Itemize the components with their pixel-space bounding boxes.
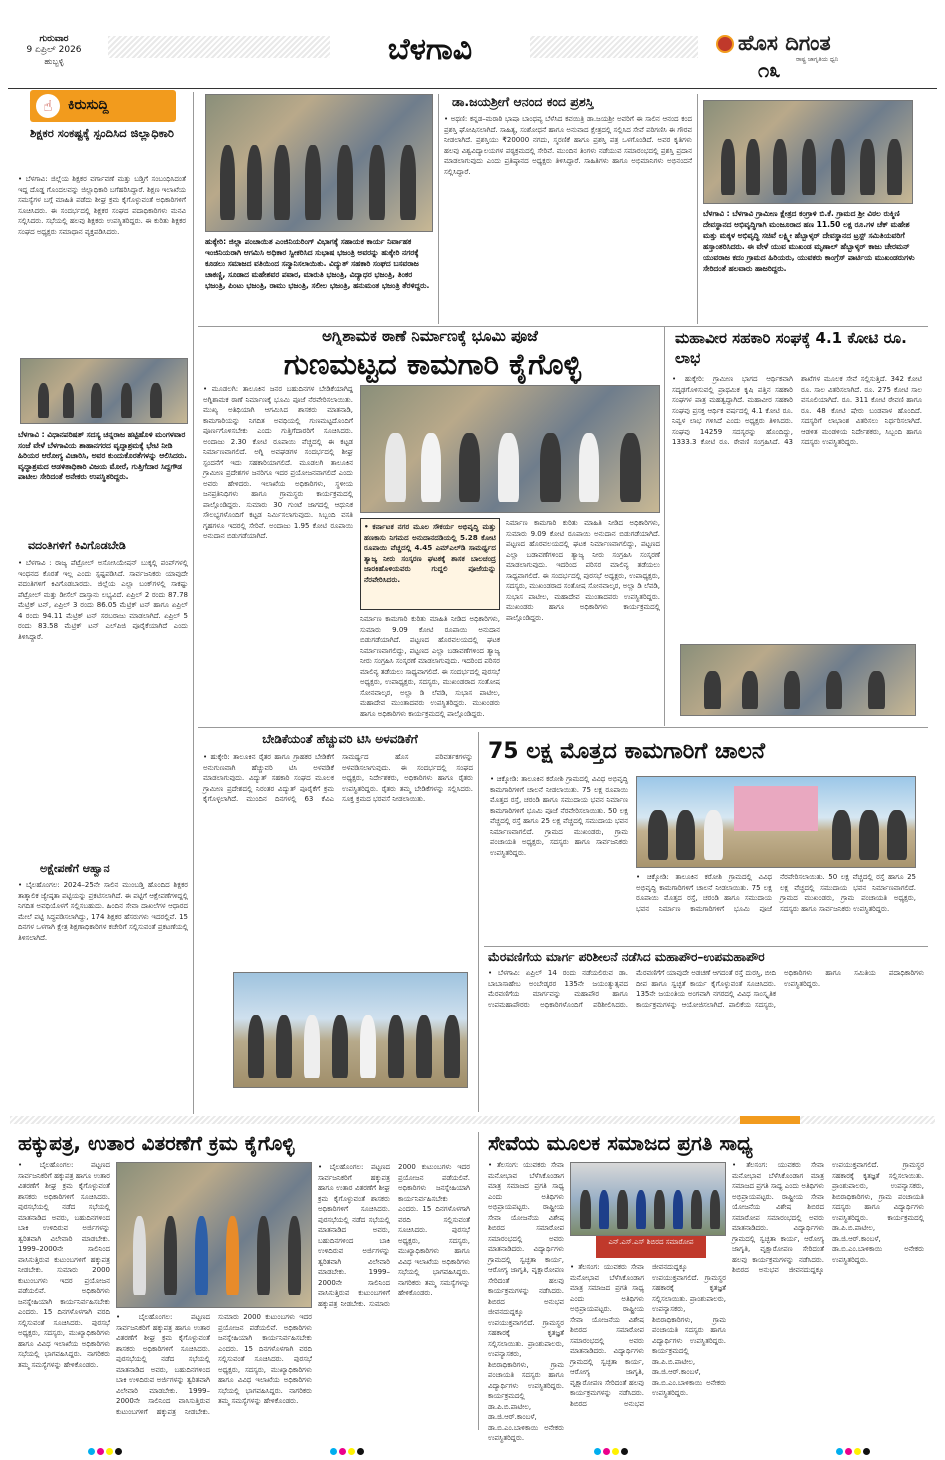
col1-text-2: • ಬೆಳಗಾವಿ : ರಾಜ್ಯ ಪೆಟ್ರೋಲ್ ಅಸೋಸಿಯೇಷನ್ ಬುಕ್ಕಲ್ಲಿ ಪಂಪ್‌ಗಳಲ್ಲಿ ಇಂಧನದ ಕೊರತೆ ಇಲ್ಲ ಎಂದು ಸ್ಪಷ್ಟಪಡಿಸಿದೆ. ಸಾರ್ವಜನಿಕರು ಯಾವುದೇ ವದಂತಿಗಳಿಗೆ ಕಿವಿಗೊಡಬಾರದು. ಜಿಲ್ಲೆಯ ಎಲ್ಲಾ ಬಂಕ್‌ಗಳಲ್ಲಿ ಸಾಕಷ್ಟು ಪೆಟ್ರೋಲ್ ಮತ್ತು ಡೀಸೆಲ್ ದಾಸ್ತಾನು ಲಭ್ಯವಿದೆ. ಏಪ್ರಿಲ್ 2 ರಂದು 87.78 ಮೆಟ್ರಿಕ್ ಟನ್, ಏಪ್ರಿಲ್ 3 ರಂದು 86.05 ಮೆಟ್ರಿಕ್ ಟನ್ ಹಾಗೂ ಏಪ್ರಿಲ್ 4 ರಂದು 94.11 ಮೆಟ್ರಿಕ್ ಟನ್ ಸರಬರಾಜು ಮಾಡಲಾಗಿದೆ. ಏಪ್ರಿಲ್ 5 ರಂದು 83.58 ಮೆಟ್ರಿಕ್ ಟನ್ ಎಲ್‌ಪಿಜಿ ಪೂರೈಕೆಯಾಗಿದೆ ಎಂದು ತಿಳಿಸಿದ್ದಾರೆ. xyxy=(18,559,188,641)
bot1-headline: ಹಕ್ಕುಪತ್ರ, ಉತಾರ ವಿತರಣೆಗೆ ಕ್ರಮ ಕೈಗೊಳ್ಳಿ xyxy=(18,1131,295,1155)
top-story-headline: ಡಾ.ಜಯಶ್ರೀಗೆ ಆನಂದ ಕಂದ ಪ್ರಶಸ್ತಿ xyxy=(452,94,594,109)
bottom-divider xyxy=(478,1132,479,1430)
temple-shape xyxy=(734,786,817,831)
bot1-photo xyxy=(116,1162,312,1308)
lead-text-3: ನಿರ್ಮಾಣ ಕಾಮಗಾರಿ ಕುರಿತು ಮಾಹಿತಿ ನೀಡಿದ ಅಧಿಕಾರಿಗಳು, ಸುಮಾರು 9.09 ಕೋಟಿ ರೂಪಾಯಿ ಅನುದಾನ ಬಿಡುಗಡೆಯಾಗಿದೆ. ಪಟ್ಟಣದ ಹೊರವಲಯದಲ್ಲಿ ಘಟಕ ನಿರ್ಮಾಣವಾಗಲಿದ್ದು, ಪಟ್ಟಣದ ಎಲ್ಲಾ ಬಡಾವಣೆಗಳಿಂದ ತ್ಯಾಜ್ಯ ನೀರು ಸಂಗ್ರಹಿಸಿ ಸಂಸ್ಕರಣೆ ಮಾಡಲಾಗುವುದು. ಇದರಿಂದ ಪರಿಸರ ಮಾಲಿನ್ಯ ತಡೆಯಲು ಸಾಧ್ಯವಾಗಲಿದೆ. ಈ ಸಂದರ್ಭದಲ್ಲಿ ಪುರಸಭೆ ಅಧ್ಯಕ್ಷರು, ಉಪಾಧ್ಯಕ್ಷರು, ಸದಸ್ಯರು, ಮುಖಂಡರಾದ ಸಂತೋಷ ಸೋನವಾಲ್ಕರ, ಅಲ್ಲಾ ಡಿ ಲೆವಡಿ, ಸುಭಾಸ ಪಾಟೀಲ, ಮಹಾದೇವ ಮುಂತಾದವರು ಉಪಸ್ಥಿತರಿದ್ದರು. ಮುಖಂಡರು ಹಾಗೂ ಅಧಿಕಾರಿಗಳು ಕಾರ್ಯಕ್ರಮದಲ್ಲಿ ಪಾಲ್ಗೊಂಡಿದ್ದರು. xyxy=(506,519,660,622)
mid-divider xyxy=(478,732,479,1112)
top-divider-2 xyxy=(697,94,698,324)
top-story-text: • ಅಥಣಿ: ಕನ್ನಡ–ಮರಾಠಿ ಭಾಷಾ ಬಾಂಧವ್ಯ ಬೆಳೆಸಿದ ಕವಯಿತ್ರಿ ಡಾ.ಜಯಶ್ರೀ ಅವರಿಗೆ ಈ ಸಾಲಿನ ಆನಂದ ಕಂದ ಪ್ರಶಸ್ತಿ ಘೋಷಿಸಲಾಗಿದೆ. ಸಾಹಿತ್ಯ, ಸಂಶೋಧನೆ ಹಾಗೂ ಅನುವಾದ ಕ್ಷೇತ್ರದಲ್ಲಿ ಸಲ್ಲಿಸಿದ ಸೇವೆ ಪರಿಗಣಿಸಿ ಈ ಗೌರವ ನೀಡಲಾಗಿದೆ. ಪ್ರಶಸ್ತಿಯು ₹20000 ನಗದು, ಸ್ಮರಣಿಕೆ ಹಾಗೂ ಪ್ರಶಸ್ತಿ ಪತ್ರ ಒಳಗೊಂಡಿದೆ. ಅವರ ಕೃತಿಗಳು ಹಲವು ವಿಶ್ವವಿದ್ಯಾಲಯಗಳ ಪಠ್ಯಕ್ರಮದಲ್ಲಿ ಸೇರಿವೆ. ಮುಂದಿನ ತಿಂಗಳು ನಡೆಯುವ ಸಮಾರಂಭದಲ್ಲಿ ಪ್ರಶಸ್ತಿ ಪ್ರದಾನ ಮಾಡಲಾಗುವುದು ಎಂದು ಪ್ರತಿಷ್ಠಾನದ ಅಧ್ಯಕ್ಷರು ತಿಳಿಸಿದ್ದಾರೆ. ಸಾಹಿತಿಗಳು ಹಾಗೂ ಅಭಿಮಾನಿಗಳು ಅಭಿನಂದನೆ ಸಲ್ಲಿಸಿದ್ದಾರೆ. xyxy=(444,115,692,176)
city-label: ಹುಬ್ಬಳ್ಳಿ xyxy=(44,57,64,66)
right1-photo xyxy=(680,644,916,716)
top-photo-1 xyxy=(205,94,433,232)
masthead xyxy=(0,0,945,82)
mid2-rule xyxy=(484,946,928,947)
registration-dots-right xyxy=(594,1440,630,1459)
top-divider-1 xyxy=(438,94,439,324)
mid1-photo xyxy=(233,972,468,1088)
lead-photo xyxy=(360,385,660,513)
col1-divider xyxy=(193,92,194,1114)
bot1-text-3: • ಬೈಲಹೊಂಗಲ: ಪಟ್ಟಣದ ಸಾರ್ವಜನಿಕರಿಗೆ ಹಕ್ಕುಪತ್ರ ಹಾಗೂ ಉತಾರ ವಿತರಣೆಗೆ ಶೀಘ್ರ ಕ್ರಮ ಕೈಗೊಳ್ಳುವಂತೆ ಶಾಸಕರು ಅಧಿಕಾರಿಗಳಿಗೆ ಸೂಚಿಸಿದರು. ಪುರಸಭೆಯಲ್ಲಿ ನಡೆದ ಸಭೆಯಲ್ಲಿ ಮಾತನಾಡಿದ ಅವರು, ಬಹುದಿನಗಳಿಂದ ಬಾಕಿ ಉಳಿದಿರುವ ಅರ್ಜಿಗಳನ್ನು ತ್ವರಿತವಾಗಿ ವಿಲೇವಾರಿ ಮಾಡಬೇಕು. 1999–2000ನೇ ಸಾಲಿನಿಂದ ವಾಸಿಸುತ್ತಿರುವ ಕುಟುಂಬಗಳಿಗೆ ಹಕ್ಕುಪತ್ರ ನೀಡಬೇಕು. ಸುಮಾರು 2000 ಕುಟುಂಬಗಳು ಇದರ ಪ್ರಯೋಜನ ಪಡೆಯಲಿವೆ. ಅಧಿಕಾರಿಗಳು ಜನಸ್ನೇಹಿಯಾಗಿ ಕಾರ್ಯನಿರ್ವಹಿಸಬೇಕು ಎಂದರು. 15 ದಿನಗಳೊಳಗಾಗಿ ವರದಿ ಸಲ್ಲಿಸುವಂತೆ ಸೂಚಿಸಿದರು. ಪುರಸಭೆ ಅಧ್ಯಕ್ಷರು, ಸದಸ್ಯರು, ಮುಖ್ಯಾಧಿಕಾರಿಗಳು ಹಾಗೂ ವಿವಿಧ ಇಲಾಖೆಯ ಅಧಿಕಾರಿಗಳು ಸಭೆಯಲ್ಲಿ ಭಾಗವಹಿಸಿದ್ದರು. ನಾಗರಿಕರು ತಮ್ಮ ಸಮಸ್ಯೆಗಳನ್ನು ಹೇಳಿಕೊಂಡರು. xyxy=(318,1163,470,1308)
right1-headline: ಮಹಾವೀರ ಸಹಕಾರಿ ಸಂಘಕ್ಕೆ 4.1 ಕೋಟಿ ರೂ. ಲಾಭ xyxy=(675,329,907,367)
briefs-label: ಕಿರುಸುದ್ದಿ xyxy=(68,97,109,113)
mid3-headline: ಮೆರವಣಿಗೆಯ ಮಾರ್ಗ ಪರಿಶೀಲನೆ ನಡೆಸಿದ ಮಹಾಪೌರ–ಉಪಮಹಾಪೌರ xyxy=(488,950,765,964)
lead-kicker: ಅಗ್ನಿಶಾಮಕ ಠಾಣೆ ನಿರ್ಮಾಣಕ್ಕೆ ಭೂಮಿ ಪೂಜೆ xyxy=(322,327,538,345)
bot1-text-1: • ಬೈಲಹೊಂಗಲ: ಪಟ್ಟಣದ ಸಾರ್ವಜನಿಕರಿಗೆ ಹಕ್ಕುಪತ್ರ ಹಾಗೂ ಉತಾರ ವಿತರಣೆಗೆ ಶೀಘ್ರ ಕ್ರಮ ಕೈಗೊಳ್ಳುವಂತೆ ಶಾಸಕರು ಅಧಿಕಾರಿಗಳಿಗೆ ಸೂಚಿಸಿದರು. ಪುರಸಭೆಯಲ್ಲಿ ನಡೆದ ಸಭೆಯಲ್ಲಿ ಮಾತನಾಡಿದ ಅವರು, ಬಹುದಿನಗಳಿಂದ ಬಾಕಿ ಉಳಿದಿರುವ ಅರ್ಜಿಗಳನ್ನು ತ್ವರಿತವಾಗಿ ವಿಲೇವಾರಿ ಮಾಡಬೇಕು. 1999–2000ನೇ ಸಾಲಿನಿಂದ ವಾಸಿಸುತ್ತಿರುವ ಕುಟುಂಬಗಳಿಗೆ ಹಕ್ಕುಪತ್ರ ನೀಡಬೇಕು. ಸುಮಾರು 2000 ಕುಟುಂಬಗಳು ಇದರ ಪ್ರಯೋಜನ ಪಡೆಯಲಿವೆ. ಅಧಿಕಾರಿಗಳು ಜನಸ್ನೇಹಿಯಾಗಿ ಕಾರ್ಯನಿರ್ವಹಿಸಬೇಕು ಎಂದರು. 15 ದಿನಗಳೊಳಗಾಗಿ ವರದಿ ಸಲ್ಲಿಸುವಂತೆ ಸೂಚಿಸಿದರು. ಪುರಸಭೆ ಅಧ್ಯಕ್ಷರು, ಸದಸ್ಯರು, ಮುಖ್ಯಾಧಿಕಾರಿಗಳು ಹಾಗೂ ವಿವಿಧ ಇಲಾಖೆಯ ಅಧಿಕಾರಿಗಳು ಸಭೆಯಲ್ಲಿ ಭಾಗವಹಿಸಿದ್ದರು. ನಾಗರಿಕರು ತಮ್ಮ ಸಮಸ್ಯೆಗಳನ್ನು ಹೇಳಿಕೊಂಡರು. xyxy=(18,1161,110,1369)
mid1-text: • ಹುಕ್ಕೇರಿ: ತಾಲೂಕಿನ ರೈತರ ಹಾಗೂ ಗ್ರಾಹಕರ ಬೇಡಿಕೆಗೆ ಅನುಗುಣವಾಗಿ ಹೆಚ್ಚುವರಿ ಟಿಸಿ ಅಳವಡಿಕೆ ಮಾಡಲಾಗುವುದು. ವಿದ್ಯುತ್ ಸಹಕಾರಿ ಸಂಘದ ಮೂಲಕ ಗ್ರಾಮೀಣ ಪ್ರದೇಶದಲ್ಲಿ ನಿರಂತರ ವಿದ್ಯುತ್ ಪೂರೈಕೆಗೆ ಕ್ರಮ ಕೈಗೊಳ್ಳಲಾಗಿದೆ. ಮುಂದಿನ ದಿನಗಳಲ್ಲಿ 63 ಕೆವಿಎ ಸಾಮರ್ಥ್ಯದ ಹೊಸ ಪರಿವರ್ತಕಗಳನ್ನು ಅಳವಡಿಸಲಾಗುವುದು. ಈ ಸಂದರ್ಭದಲ್ಲಿ ಸಂಘದ ಅಧ್ಯಕ್ಷರು, ನಿರ್ದೇಶಕರು, ಅಧಿಕಾರಿಗಳು ಹಾಗೂ ರೈತರು ಉಪಸ್ಥಿತರಿದ್ದರು. ರೈತರು ತಮ್ಮ ಬೇಡಿಕೆಗಳನ್ನು ಸಲ್ಲಿಸಿದರು. ಸೂಕ್ತ ಕ್ರಮದ ಭರವಸೆ ನೀಡಲಾಯಿತು. xyxy=(203,753,473,803)
lead-text-2: ನಿರ್ಮಾಣ ಕಾಮಗಾರಿ ಕುರಿತು ಮಾಹಿತಿ ನೀಡಿದ ಅಧಿಕಾರಿಗಳು, ಸುಮಾರು 9.09 ಕೋಟಿ ರೂಪಾಯಿ ಅನುದಾನ ಬಿಡುಗಡೆಯಾಗಿದೆ. ಪಟ್ಟಣದ ಹೊರವಲಯದಲ್ಲಿ ಘಟಕ ನಿರ್ಮಾಣವಾಗಲಿದ್ದು, ಪಟ್ಟಣದ ಎಲ್ಲಾ ಬಡಾವಣೆಗಳಿಂದ ತ್ಯಾಜ್ಯ ನೀರು ಸಂಗ್ರಹಿಸಿ ಸಂಸ್ಕರಣೆ ಮಾಡಲಾಗುವುದು. ಇದರಿಂದ ಪರಿಸರ ಮಾಲಿನ್ಯ ತಡೆಯಲು ಸಾಧ್ಯವಾಗಲಿದೆ. ಈ ಸಂದರ್ಭದಲ್ಲಿ ಪುರಸಭೆ ಅಧ್ಯಕ್ಷರು, ಉಪಾಧ್ಯಕ್ಷರು, ಸದಸ್ಯರು, ಮುಖಂಡರಾದ ಸಂತೋಷ ಸೋನವಾಲ್ಕರ, ಅಲ್ಲಾ ಡಿ ಲೆವಡಿ, ಸುಭಾಸ ಪಾಟೀಲ, ಮಹಾದೇವ ಮುಂತಾದವರು ಉಪಸ್ಥಿತರಿದ್ದರು. ಮುಖಂಡರು ಹಾಗೂ ಅಧಿಕಾರಿಗಳು ಕಾರ್ಯಕ್ರಮದಲ್ಲಿ ಪಾಲ್ಗೊಂಡಿದ್ದರು. xyxy=(360,615,500,718)
bottom-accent xyxy=(740,1116,800,1124)
bot2-photo xyxy=(570,1162,726,1236)
mid2-text: • ಚಿಕ್ಕೋಡಿ: ತಾಲೂಕಿನ ಕರೋಶಿ ಗ್ರಾಮದಲ್ಲಿ ವಿವಿಧ ಅಭಿವೃದ್ಧಿ ಕಾಮಗಾರಿಗಳಿಗೆ ಚಾಲನೆ ನೀಡಲಾಯಿತು. 75 ಲಕ್ಷ ರೂಪಾಯಿ ಮೊತ್ತದ ರಸ್ತೆ, ಚರಂಡಿ ಹಾಗೂ ಸಮುದಾಯ ಭವನ ನಿರ್ಮಾಣ ಕಾಮಗಾರಿಗಳಿಗೆ ಭೂಮಿ ಪೂಜೆ ನೆರವೇರಿಸಲಾಯಿತು. 50 ಲಕ್ಷ ವೆಚ್ಚದಲ್ಲಿ ರಸ್ತೆ ಹಾಗೂ 25 ಲಕ್ಷ ವೆಚ್ಚದಲ್ಲಿ ಸಮುದಾಯ ಭವನ ನಿರ್ಮಾಣವಾಗಲಿದೆ. ಗ್ರಾಮದ ಮುಖಂಡರು, ಗ್ರಾಮ ಪಂಚಾಯತಿ ಅಧ್ಯಕ್ಷರು, ಸದಸ್ಯರು ಹಾಗೂ ಸಾರ್ವಜನಿಕರು ಉಪಸ್ಥಿತರಿದ್ದರು. xyxy=(490,775,628,857)
paper-tagline: ರಾಷ್ಟ್ರ ಜಾಗೃತಿಯ ಧ್ವನಿ xyxy=(796,56,839,63)
right1-text: • ಹುಕ್ಕೇರಿ: ಗ್ರಾಮೀಣ ಭಾಗದ ಆರ್ಥಿಕವಾಗಿ ಸದೃಢಗೊಳಿಸುವಲ್ಲಿ ಪ್ರಾಥಮಿಕ ಕೃಷಿ ಪತ್ತಿನ ಸಹಕಾರಿ ಸಂಘಗಳ ಪಾತ್ರ ಮಹತ್ವದ್ದಾಗಿದೆ. ಮಹಾವೀರ ಸಹಕಾರಿ ಸಂಘವು ಪ್ರಸಕ್ತ ಆರ್ಥಿಕ ವರ್ಷದಲ್ಲಿ 4.1 ಕೋಟಿ ರೂ. ನಿವ್ವಳ ಲಾಭ ಗಳಿಸಿದೆ ಎಂದು ಅಧ್ಯಕ್ಷರು ತಿಳಿಸಿದರು. ಸಂಘವು 14259 ಸದಸ್ಯರನ್ನು ಹೊಂದಿದ್ದು, 1333.3 ಕೋಟಿ ರೂ. ಠೇವಣಿ ಸಂಗ್ರಹಿಸಿದೆ. 43 ಶಾಖೆಗಳ ಮೂಲಕ ಸೇವೆ ಸಲ್ಲಿಸುತ್ತಿದೆ. 342 ಕೋಟಿ ರೂ. ಸಾಲ ವಿತರಿಸಲಾಗಿದೆ. ರೂ. 275 ಕೋಟಿ ಸಾಲ ವಸೂಲಿಯಾಗಿದೆ. ರೂ. 311 ಕೋಟಿ ಠೇವಣಿ ಹಾಗೂ ರೂ. 48 ಕೋಟಿ ಷೇರು ಬಂಡವಾಳ ಹೊಂದಿದೆ. ಸದಸ್ಯರಿಗೆ ಲಾಭಾಂಶ ವಿತರಿಸಲು ನಿರ್ಧರಿಸಲಾಗಿದೆ. ಆಡಳಿತ ಮಂಡಳಿಯ ನಿರ್ದೇಶಕರು, ಸಿಬ್ಬಂದಿ ಹಾಗೂ ಸದಸ್ಯರು ಉಪಸ್ಥಿತರಿದ್ದರು. xyxy=(672,375,922,446)
col1-text-1: • ಬೆಳಗಾವಿ: ಜಿಲ್ಲೆಯ ಶಿಕ್ಷಕರ ವರ್ಗಾವಣೆ ಮತ್ತು ಬಡ್ತಿಗೆ ಸಂಬಂಧಿಸಿದಂತೆ ಇದ್ದ ದೊಡ್ಡ ಗೊಂದಲವನ್ನು ಜಿಲ್ಲಾಧಿಕಾರಿ ಬಗೆಹರಿಸಿದ್ದಾರೆ. ಶಿಕ್ಷಣ ಇಲಾಖೆಯ ಸಮಸ್ಯೆಗಳ ಬಗ್ಗೆ ಮಾಹಿತಿ ಪಡೆದು ಶೀಘ್ರ ಕ್ರಮ ಕೈಗೊಳ್ಳುವಂತೆ ಅಧಿಕಾರಿಗಳಿಗೆ ಸೂಚಿಸಿದರು. ಈ ಸಂದರ್ಭದಲ್ಲಿ ಶಿಕ್ಷಕರ ಸಂಘದ ಪದಾಧಿಕಾರಿಗಳು ಮನವಿ ಸಲ್ಲಿಸಿದರು. ಸಭೆಯಲ್ಲಿ ಹಲವು ಶಿಕ್ಷಕರು ಉಪಸ್ಥಿತರಿದ್ದರು. ಈ ಕುರಿತು ಶಿಕ್ಷಕರ ಸಂಘದ ಅಧ್ಯಕ್ಷರು ಸಮಾಧಾನ ವ್ಯಕ್ತಪಡಿಸಿದರು. xyxy=(18,175,186,236)
bot2-text-3: • ತೆಲಸಂಗ: ಯುವಕರು ಸೇವಾ ಮನೋಭಾವ ಬೆಳೆಸಿಕೊಂಡಾಗ ಮಾತ್ರ ಸಮಾಜದ ಪ್ರಗತಿ ಸಾಧ್ಯ ಎಂದು ಅತಿಥಿಗಳು ಅಭಿಪ್ರಾಯಪಟ್ಟರು. ರಾಷ್ಟ್ರೀಯ ಸೇವಾ ಯೋಜನೆಯ ವಿಶೇಷ ಶಿಬಿರದ ಸಮಾರೋಪ ಸಮಾರಂಭದಲ್ಲಿ ಅವರು ಮಾತನಾಡಿದರು. ವಿದ್ಯಾರ್ಥಿಗಳು ಗ್ರಾಮದಲ್ಲಿ ಸ್ವಚ್ಛತಾ ಕಾರ್ಯ, ಆರೋಗ್ಯ ಜಾಗೃತಿ, ವೃಕ್ಷಾರೋಪಣ ಸೇರಿದಂತೆ ಹಲವು ಕಾರ್ಯಕ್ರಮಗಳನ್ನು ನಡೆಸಿದರು. ಶಿಬಿರದ ಅನುಭವ ಜೀವನದುದ್ದಕ್ಕೂ ಉಪಯುಕ್ತವಾಗಲಿದೆ. ಗ್ರಾಮಸ್ಥರ ಸಹಕಾರಕ್ಕೆ ಕೃತಜ್ಞತೆ ಸಲ್ಲಿಸಲಾಯಿತು. ಪ್ರಾಂಶುಪಾಲರು, ಉಪನ್ಯಾಸಕರು, ಶಿಬಿರಾಧಿಕಾರಿಗಳು, ಗ್ರಾಮ ಪಂಚಾಯತಿ ಸದಸ್ಯರು ಹಾಗೂ ವಿದ್ಯಾರ್ಥಿಗಳು ಉಪಸ್ಥಿತರಿದ್ದರು. ಕಾರ್ಯಕ್ರಮದಲ್ಲಿ ಡಾ.ಪಿ.ಬಿ.ಪಾಟೀಲ, ಡಾ.ಜಿ.ಆರ್.ಕಾಂಬಳೆ, ಡಾ.ಬಿ.ಎಂ.ಬಾಳಿಕಾಯಿ ಅನೇಕರು ಉಪಸ್ಥಿತರಿದ್ದರು. xyxy=(732,1161,924,1274)
paper-name: ಹೊಸ ದಿಗಂತ xyxy=(738,31,831,55)
bot1-text-2: • ಬೈಲಹೊಂಗಲ: ಪಟ್ಟಣದ ಸಾರ್ವಜನಿಕರಿಗೆ ಹಕ್ಕುಪತ್ರ ಹಾಗೂ ಉತಾರ ವಿತರಣೆಗೆ ಶೀಘ್ರ ಕ್ರಮ ಕೈಗೊಳ್ಳುವಂತೆ ಶಾಸಕರು ಅಧಿಕಾರಿಗಳಿಗೆ ಸೂಚಿಸಿದರು. ಪುರಸಭೆಯಲ್ಲಿ ನಡೆದ ಸಭೆಯಲ್ಲಿ ಮಾತನಾಡಿದ ಅವರು, ಬಹುದಿನಗಳಿಂದ ಬಾಕಿ ಉಳಿದಿರುವ ಅರ್ಜಿಗಳನ್ನು ತ್ವರಿತವಾಗಿ ವಿಲೇವಾರಿ ಮಾಡಬೇಕು. 1999–2000ನೇ ಸಾಲಿನಿಂದ ವಾಸಿಸುತ್ತಿರುವ ಕುಟುಂಬಗಳಿಗೆ ಹಕ್ಕುಪತ್ರ ನೀಡಬೇಕು. ಸುಮಾರು 2000 ಕುಟುಂಬಗಳು ಇದರ ಪ್ರಯೋಜನ ಪಡೆಯಲಿವೆ. ಅಧಿಕಾರಿಗಳು ಜನಸ್ನೇಹಿಯಾಗಿ ಕಾರ್ಯನಿರ್ವಹಿಸಬೇಕು ಎಂದರು. 15 ದಿನಗಳೊಳಗಾಗಿ ವರದಿ ಸಲ್ಲಿಸುವಂತೆ ಸೂಚಿಸಿದರು. ಪುರಸಭೆ ಅಧ್ಯಕ್ಷರು, ಸದಸ್ಯರು, ಮುಖ್ಯಾಧಿಕಾರಿಗಳು ಹಾಗೂ ವಿವಿಧ ಇಲಾಖೆಯ ಅಧಿಕಾರಿಗಳು ಸಭೆಯಲ್ಲಿ ಭಾಗವಹಿಸಿದ್ದರು. ನಾಗರಿಕರು ತಮ್ಮ ಸಮಸ್ಯೆಗಳನ್ನು ಹೇಳಿಕೊಂಡರು. xyxy=(116,1313,312,1416)
bot2-text-1: • ತೆಲಸಂಗ: ಯುವಕರು ಸೇವಾ ಮನೋಭಾವ ಬೆಳೆಸಿಕೊಂಡಾಗ ಮಾತ್ರ ಸಮಾಜದ ಪ್ರಗತಿ ಸಾಧ್ಯ ಎಂದು ಅತಿಥಿಗಳು ಅಭಿಪ್ರಾಯಪಟ್ಟರು. ರಾಷ್ಟ್ರೀಯ ಸೇವಾ ಯೋಜನೆಯ ವಿಶೇಷ ಶಿಬಿರದ ಸಮಾರೋಪ ಸಮಾರಂಭದಲ್ಲಿ ಅವರು ಮಾತನಾಡಿದರು. ವಿದ್ಯಾರ್ಥಿಗಳು ಗ್ರಾಮದಲ್ಲಿ ಸ್ವಚ್ಛತಾ ಕಾರ್ಯ, ಆರೋಗ್ಯ ಜಾಗೃತಿ, ವೃಕ್ಷಾರೋಪಣ ಸೇರಿದಂತೆ ಹಲವು ಕಾರ್ಯಕ್ರಮಗಳನ್ನು ನಡೆಸಿದರು. ಶಿಬಿರದ ಅನುಭವ ಜೀವನದುದ್ದಕ್ಕೂ ಉಪಯುಕ್ತವಾಗಲಿದೆ. ಗ್ರಾಮಸ್ಥರ ಸಹಕಾರಕ್ಕೆ ಕೃತಜ್ಞತೆ ಸಲ್ಲಿಸಲಾಯಿತು. ಪ್ರಾಂಶುಪಾಲರು, ಉಪನ್ಯಾಸಕರು, ಶಿಬಿರಾಧಿಕಾರಿಗಳು, ಗ್ರಾಮ ಪಂಚಾಯತಿ ಸದಸ್ಯರು ಹಾಗೂ ವಿದ್ಯಾರ್ಥಿಗಳು ಉಪಸ್ಥಿತರಿದ್ದರು. ಕಾರ್ಯಕ್ರಮದಲ್ಲಿ ಡಾ.ಪಿ.ಬಿ.ಪಾಟೀಲ, ಡಾ.ಜಿ.ಆರ್.ಕಾಂಬಳೆ, ಡಾ.ಬಿ.ಎಂ.ಬಾಳಿಕಾಯಿ ಅನೇಕರು ಉಪಸ್ಥಿತರಿದ್ದರು. xyxy=(488,1161,564,1442)
registration-dots-left xyxy=(88,1440,124,1459)
mid3-text: • ಬೆಳಗಾವಿ: ಏಪ್ರಿಲ್ 14 ರಂದು ನಡೆಯಲಿರುವ ಡಾ. ಬಾಬಾಸಾಹೇಬ ಅಂಬೇಡ್ಕರರ 135ನೇ ಜಯಂತ್ಯುತ್ಸವದ ಮೆರವಣಿಗೆಯ ಮಾರ್ಗವನ್ನು ಮಹಾಪೌರ ಹಾಗೂ ಉಪಮಹಾಪೌರರು ಅಧಿಕಾರಿಗಳೊಂದಿಗೆ ಪರಿಶೀಲಿಸಿದರು. ಮೆರವಣಿಗೆಗೆ ಯಾವುದೇ ಅಡಚಣೆ ಆಗದಂತೆ ರಸ್ತೆ ದುರಸ್ತಿ, ಬೀದಿ ದೀಪ ಹಾಗೂ ಸ್ವಚ್ಛತೆ ಕಾರ್ಯ ಕೈಗೊಳ್ಳುವಂತೆ ಸೂಚಿಸಿದರು. 135ನೇ ಜಯಂತಿಯ ಅಂಗವಾಗಿ ನಗರದಲ್ಲಿ ವಿವಿಧ ಸಾಂಸ್ಕೃತಿಕ ಕಾರ್ಯಕ್ರಮಗಳನ್ನು ಆಯೋಜಿಸಲಾಗಿದೆ. ಪಾಲಿಕೆಯ ಸದಸ್ಯರು, ಅಧಿಕಾರಿಗಳು ಹಾಗೂ ಸಮಿತಿಯ ಪದಾಧಿಕಾರಿಗಳು ಉಪಸ್ಥಿತರಿದ್ದರು. xyxy=(488,969,924,1009)
hand-icon: ☝ xyxy=(36,94,60,118)
lead-highlight-box xyxy=(360,518,500,610)
day-label: ಗುರುವಾರ xyxy=(39,34,69,44)
lead-highlight-text: • ಕರ್ನಾಟಕ ನಗರ ಮೂಲ ಸೌಕರ್ಯ ಅಭಿವೃದ್ಧಿ ಮತ್ತು ಹಣಕಾಸು ನಿಗಮದ ಅನುದಾನದಡಿಯಲ್ಲಿ 5.28 ಕೋಟಿ ರೂಪಾಯಿ ವೆಚ್ಚದಲ್ಲಿ 4.45 ಎಮ್‌ಎಲ್‌ಡಿ ಸಾಮರ್ಥ್ಯದ ತ್ಯಾಜ್ಯ ನೀರು ಸಂಸ್ಕರಣ ಘಟಕಕ್ಕೆ ಶಾಸಕ ಬಾಲಚಂದ್ರ ಜಾರಕಿಹೊಳಿಯವರು ಗುದ್ದಲಿ ಪೂಜೆಯನ್ನು ನೆರವೇರಿಸಿದರು. xyxy=(364,522,496,584)
registration-dots-far-right xyxy=(836,1440,872,1459)
mid2-photo xyxy=(636,776,916,868)
bot2-photo-label: ಎನ್.ಎಸ್.ಎಸ್ ಶಿಬಿರದ ಸಮಾರೋಪ xyxy=(596,1236,706,1258)
mid1-headline: ಬೇಡಿಕೆಯಂತೆ ಹೆಚ್ಚುವರಿ ಟಿಸಿ ಅಳವಡಿಕೆಗೆ xyxy=(262,732,418,746)
paper-logo xyxy=(700,32,940,64)
masthead-rule xyxy=(8,88,937,89)
col1-caption: ಬೆಳಗಾವಿ : ವಿಧಾನಪರಿಷತ್ ಸದಸ್ಯ ಚನ್ನರಾಜ ಹಟ್ಟಿಹೊಳಿ ಮಂಗಳವಾರ ಸಂಜೆ ವೇಳೆ ಬೆಳಗಾವಿಯ ಶಾಹಾನಗರದ ವೃದ್ಧಾಶ್ರಮಕ್ಕೆ ಭೇಟಿ ನೀಡಿ ಹಿರಿಯರ ಆರೋಗ್ಯ ವಿಚಾರಿಸಿ, ಅವರ ಕುಂದುಕೊರತೆಗಳನ್ನು ಆಲಿಸಿದರು. ವೃದ್ಧಾಶ್ರಮದ ಆಡಳಿತಾಧಿಕಾರಿ ವಿಜಯ ಮೋರೆ, ಗುತ್ತಿಗೆದಾರ ಸಿದ್ದಗೌಡ ಪಾಟೀಲ ಸೇರಿದಂತೆ ಅನೇಕರು ಉಪಸ್ಥಿತರಿದ್ದರು. xyxy=(18,430,188,481)
mid2-text-2: • ಚಿಕ್ಕೋಡಿ: ತಾಲೂಕಿನ ಕರೋಶಿ ಗ್ರಾಮದಲ್ಲಿ ವಿವಿಧ ಅಭಿವೃದ್ಧಿ ಕಾಮಗಾರಿಗಳಿಗೆ ಚಾಲನೆ ನೀಡಲಾಯಿತು. 75 ಲಕ್ಷ ರೂಪಾಯಿ ಮೊತ್ತದ ರಸ್ತೆ, ಚರಂಡಿ ಹಾಗೂ ಸಮುದಾಯ ಭವನ ನಿರ್ಮಾಣ ಕಾಮಗಾರಿಗಳಿಗೆ ಭೂಮಿ ಪೂಜೆ ನೆರವೇರಿಸಲಾಯಿತು. 50 ಲಕ್ಷ ವೆಚ್ಚದಲ್ಲಿ ರಸ್ತೆ ಹಾಗೂ 25 ಲಕ್ಷ ವೆಚ್ಚದಲ್ಲಿ ಸಮುದಾಯ ಭವನ ನಿರ್ಮಾಣವಾಗಲಿದೆ. ಗ್ರಾಮದ ಮುಖಂಡರು, ಗ್ರಾಮ ಪಂಚಾಯತಿ ಅಧ್ಯಕ್ಷರು, ಸದಸ್ಯರು ಹಾಗೂ ಸಾರ್ವಜನಿಕರು ಉಪಸ್ಥಿತರಿದ್ದರು. xyxy=(636,873,916,913)
col1-headline-2: ವದಂತಿಗಳಿಗೆ ಕಿವಿಗೊಡಬೇಡಿ xyxy=(28,539,126,552)
top-photo-1-caption: ಹುಕ್ಕೇರಿ: ಜಿಲ್ಲಾ ಪಂಚಾಯಿತ ಎಂಜಿನಿಯರಿಂಗ್ ವಿಭಾಗಕ್ಕೆ ಸಹಾಯಕ ಕಾರ್ಯ ನಿರ್ವಾಹಕ ಇಂಜಿನಿಯರಾಗಿ ಆಗಮಿಸಿ ಅಧಿಕಾರ ಸ್ವೀಕರಿಸಿದ ಸುಭಾಷ ಭಜಂತ್ರಿ ಅವರನ್ನು ಹುಕ್ಕೇರಿ ನಗರಕ್ಕೆ ಕೂಡಲು ಸಮಾಜದ ವತಿಯಿಂದ ಸನ್ಮಾನಿಸಲಾಯಿತು. ವಿದ್ಯುತ್ ಸಹಕಾರಿ ಸಂಘದ ಬಸವರಾಜ ಚಾಕಣ್ಣಿ, ಸೂಡಾದ ಮಹೇಶವರ ಪವಾರ, ಮಾರುತಿ ಭಜಂತ್ರಿ, ವಿದ್ಯಾಧರ ಭಜಂತ್ರಿ, ತಿಂಕರ ಭಜಂತ್ರಿ, ಪಿಂಟು ಭಜಂತ್ರಿ, ರಾಮು ಭಜಂತ್ರಿ, ಸಲೀಲ ಭಜಂತ್ರಿ, ಹನುಮಂತ ಭಜಂತ್ರಿ ತೆರಳಿದ್ದರು. xyxy=(205,237,430,290)
logo-icon xyxy=(716,35,734,53)
date-label: 9 ಏಪ್ರಿಲ್ 2026 xyxy=(26,45,82,55)
top-photo-2-caption: ಬೆಳಗಾವಿ : ಬೆಳಗಾವಿ ಗ್ರಾಮೀಣ ಕ್ಷೇತ್ರದ ಕಂಗ್ರಾಳಿ ಬಿ.ಕೆ. ಗ್ರಾಮದ ಶ್ರೀ ವಿಠಲ ರುಕ್ಮಿಣಿ ದೇವಸ್ಥಾನದ ಅಭಿವೃದ್ಧಿಗಾಗಿ ಮಂಜೂರಾದ ಹಣ 11.50 ಲಕ್ಷ ರೂ.ಗಳ ಚೆಕ್ ಮಹೇಶ ಮತ್ತು ಮಕ್ಕಳ ಅಭಿವೃದ್ಧಿ ಸಚಿವೆ ಲಕ್ಷ್ಮೀ ಹೆಬ್ಬಾಳ್ಕರ್ ದೇವಸ್ಥಾನದ ಟ್ರಸ್ಟ್ ಸಮಿತಿಯವರಿಗೆ ಹಸ್ತಾಂತರಿಸಿದರು. ಈ ವೇಳೆ ಯುವ ಮುಖಂಡ ಮೃಣಾಲ್ ಹೆಬ್ಬಾಳ್ಕರ್ ಕಾಜು ಚೇರಮನ್ ಯುವರಾಜ ಕದಂ ಗ್ರಾಮದ ಹಿರಿಯರು, ಯುವಕರು ಕಾಂಗ್ರೆಸ್ ಪಾರ್ಟಿಯ ಮುಖಂಡರುಗಳು ಸೇರಿದಂತೆ ಹಲವಾರು ಹಾಜರಿದ್ದರು. xyxy=(703,209,915,273)
lead-text-1: • ಮೂಡಲಗಿ: ತಾಲೂಕಿನ ಜನರ ಬಹುದಿನಗಳ ಬೇಡಿಕೆಯಾಗಿದ್ದ ಅಗ್ನಿಶಾಮಕ ಠಾಣೆ ನಿರ್ಮಾಣಕ್ಕೆ ಭೂಮಿ ಪೂಜೆ ನೆರವೇರಿಸಲಾಯಿತು. ಮುಖ್ಯ ಅತಿಥಿಯಾಗಿ ಆಗಮಿಸಿದ ಶಾಸಕರು ಮಾತನಾಡಿ, ಕಾಮಗಾರಿಯನ್ನು ನಿಗದಿತ ಅವಧಿಯಲ್ಲಿ ಗುಣಮಟ್ಟದೊಂದಿಗೆ ಪೂರ್ಣಗೊಳಿಸಬೇಕು ಎಂದು ಗುತ್ತಿಗೆದಾರರಿಗೆ ಸೂಚಿಸಿದರು. ಅಂದಾಜು 2.30 ಕೋಟಿ ರೂಪಾಯಿ ವೆಚ್ಚದಲ್ಲಿ ಈ ಕಟ್ಟಡ ನಿರ್ಮಾಣವಾಗಲಿದೆ. ಅಗ್ನಿ ಅವಘಡಗಳ ಸಂದರ್ಭದಲ್ಲಿ ಶೀಘ್ರ ಸ್ಪಂದನೆಗೆ ಇದು ಸಹಕಾರಿಯಾಗಲಿದೆ. ಮೂಡಲಗಿ ತಾಲೂಕಿನ ಗ್ರಾಮೀಣ ಪ್ರದೇಶಗಳ ಜನರಿಗೂ ಇದರ ಪ್ರಯೋಜನವಾಗಲಿದೆ ಎಂದು ಅವರು ಹೇಳಿದರು. ಇಲಾಖೆಯ ಅಧಿಕಾರಿಗಳು, ಸ್ಥಳೀಯ ಜನಪ್ರತಿನಿಧಿಗಳು ಹಾಗೂ ಗ್ರಾಮಸ್ಥರು ಕಾರ್ಯಕ್ರಮದಲ್ಲಿ ಪಾಲ್ಗೊಂಡಿದ್ದರು. ಸುಮಾರು 30 ಗುಂಟೆ ಜಾಗದಲ್ಲಿ ಆಧುನಿಕ ಸೌಲಭ್ಯಗಳೊಂದಿಗೆ ಕಟ್ಟಡ ನಿರ್ಮಿಸಲಾಗುವುದು. ಸಿಬ್ಬಂದಿ ವಸತಿ ಗೃಹಗಳೂ ಇದರಲ್ಲಿ ಸೇರಿವೆ. ಅಂದಾಜು 1.95 ಕೋಟಿ ರೂಪಾಯಿ ಅನುದಾನ ಬಿಡುಗಡೆಯಾಗಿದೆ. xyxy=(203,385,353,540)
lead-headline: ಗುಣಮಟ್ಟದ ಕಾಮಗಾರಿ ಕೈಗೊಳ್ಳಿ xyxy=(283,347,582,381)
col1-headline-1: ಶಿಕ್ಷಕರ ಸಂಕಷ್ಟಕ್ಕೆ ಸ್ಪಂದಿಸಿದ ಜಿಲ್ಲಾಧಿಕಾರಿ xyxy=(30,126,174,140)
col1-headline-3: ಅಕ್ಷೇಪಣೆಗೆ ಆಹ್ವಾನ xyxy=(40,862,110,875)
col1-text-3: • ಬೈಲಹೊಂಗಲ: 2024–25ನೇ ಸಾಲಿನ ಮುಂಬಡ್ತಿ ಹೊಂದಿದ ಶಿಕ್ಷಕರ ತಾತ್ಕಾಲಿಕ ಜ್ಯೇಷ್ಠತಾ ಪಟ್ಟಿಯನ್ನು ಪ್ರಕಟಿಸಲಾಗಿದೆ. ಈ ಪಟ್ಟಿಗೆ ಆಕ್ಷೇಪಣೆಗಳಿದ್ದಲ್ಲಿ ನಿಗದಿತ ಅವಧಿಯೊಳಗೆ ಸಲ್ಲಿಸಬಹುದು. ಹಿಂದಿನ ಸೇವಾ ದಾಖಲೆಗಳ ಆಧಾರದ ಮೇಲೆ ಪಟ್ಟಿ ಸಿದ್ಧಪಡಿಸಲಾಗಿದ್ದು, 174 ಶಿಕ್ಷಕರ ಹೆಸರುಗಳು ಇದರಲ್ಲಿವೆ. 15 ದಿನಗಳ ಒಳಗಾಗಿ ಕ್ಷೇತ್ರ ಶಿಕ್ಷಣಾಧಿಕಾರಿಗಳ ಕಚೇರಿಗೆ ಸಲ್ಲಿಸುವಂತೆ ಪ್ರಕಟಣೆಯಲ್ಲಿ ತಿಳಿಸಲಾಗಿದೆ. xyxy=(18,881,188,942)
lead-divider xyxy=(664,326,665,726)
briefs-badge xyxy=(30,90,176,122)
bot2-headline: ಸೇವೆಯ ಮೂಲಕ ಸಮಾಜದ ಪ್ರಗತಿ ಸಾಧ್ಯ xyxy=(488,1131,753,1155)
page-number: ೧೩ xyxy=(758,58,781,82)
registration-dots-center xyxy=(330,1440,366,1459)
col1-photo xyxy=(20,358,188,424)
mid-row-rule xyxy=(198,727,928,728)
section-title: ಬೆಳಗಾವಿ xyxy=(330,33,530,67)
date-block xyxy=(4,34,104,67)
top-photo-2 xyxy=(703,100,913,204)
bot2-text-2: • ತೆಲಸಂಗ: ಯುವಕರು ಸೇವಾ ಮನೋಭಾವ ಬೆಳೆಸಿಕೊಂಡಾಗ ಮಾತ್ರ ಸಮಾಜದ ಪ್ರಗತಿ ಸಾಧ್ಯ ಎಂದು ಅತಿಥಿಗಳು ಅಭಿಪ್ರಾಯಪಟ್ಟರು. ರಾಷ್ಟ್ರೀಯ ಸೇವಾ ಯೋಜನೆಯ ವಿಶೇಷ ಶಿಬಿರದ ಸಮಾರೋಪ ಸಮಾರಂಭದಲ್ಲಿ ಅವರು ಮಾತನಾಡಿದರು. ವಿದ್ಯಾರ್ಥಿಗಳು ಗ್ರಾಮದಲ್ಲಿ ಸ್ವಚ್ಛತಾ ಕಾರ್ಯ, ಆರೋಗ್ಯ ಜಾಗೃತಿ, ವೃಕ್ಷಾರೋಪಣ ಸೇರಿದಂತೆ ಹಲವು ಕಾರ್ಯಕ್ರಮಗಳನ್ನು ನಡೆಸಿದರು. ಶಿಬಿರದ ಅನುಭವ ಜೀವನದುದ್ದಕ್ಕೂ ಉಪಯುಕ್ತವಾಗಲಿದೆ. ಗ್ರಾಮಸ್ಥರ ಸಹಕಾರಕ್ಕೆ ಕೃತಜ್ಞತೆ ಸಲ್ಲಿಸಲಾಯಿತು. ಪ್ರಾಂಶುಪಾಲರು, ಉಪನ್ಯಾಸಕರು, ಶಿಬಿರಾಧಿಕಾರಿಗಳು, ಗ್ರಾಮ ಪಂಚಾಯತಿ ಸದಸ್ಯರು ಹಾಗೂ ವಿದ್ಯಾರ್ಥಿಗಳು ಉಪಸ್ಥಿತರಿದ್ದರು. ಕಾರ್ಯಕ್ರಮದಲ್ಲಿ ಡಾ.ಪಿ.ಬಿ.ಪಾಟೀಲ, ಡಾ.ಜಿ.ಆರ್.ಕಾಂಬಳೆ, ಡಾ.ಬಿ.ಎಂ.ಬಾಳಿಕಾಯಿ ಅನೇಕರು ಉಪಸ್ಥಿತರಿದ್ದರು. xyxy=(570,1263,726,1408)
bottom-band xyxy=(0,1112,945,1128)
mid2-headline: 75 ಲಕ್ಷ ಮೊತ್ತದ ಕಾಮಗಾರಿಗೆ ಚಾಲನೆ xyxy=(488,739,766,764)
